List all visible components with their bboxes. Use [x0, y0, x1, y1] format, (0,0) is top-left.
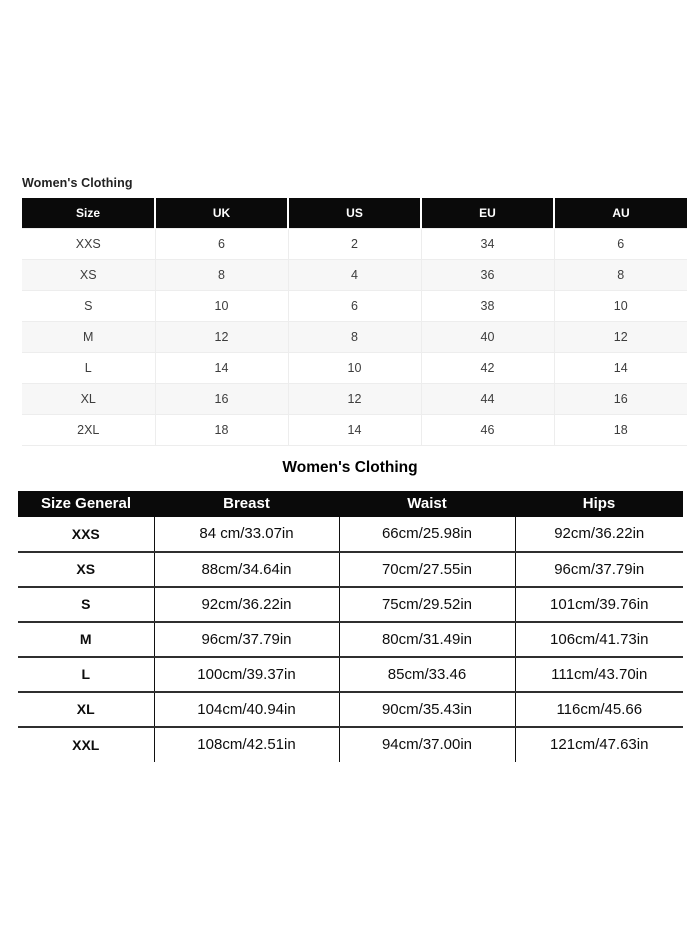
value-cell: 88cm/34.64in: [154, 552, 339, 587]
table-row: [22, 228, 687, 259]
size-cell: XS: [22, 259, 155, 290]
value-cell: 2: [288, 228, 421, 259]
column-header: Hips: [515, 491, 683, 517]
column-header: Breast: [154, 491, 339, 517]
value-cell: 8: [155, 259, 288, 290]
value-cell: 121cm/47.63in: [515, 727, 683, 762]
value-cell: 40: [421, 321, 554, 352]
table-row: [18, 587, 683, 622]
size-cell: 2XL: [22, 414, 155, 445]
table-row: [22, 321, 687, 352]
value-cell: 18: [155, 414, 288, 445]
table-row: [22, 259, 687, 290]
value-cell: 96cm/37.79in: [154, 622, 339, 657]
column-header: Size: [22, 198, 155, 228]
table-row: [18, 692, 683, 727]
value-cell: 46: [421, 414, 554, 445]
value-cell: 75cm/29.52in: [339, 587, 515, 622]
value-cell: 85cm/33.46: [339, 657, 515, 692]
size-cell: M: [18, 622, 154, 657]
table-row: [22, 352, 687, 383]
value-cell: 42: [421, 352, 554, 383]
value-cell: 10: [554, 290, 687, 321]
size-cell: XXL: [18, 727, 154, 762]
column-header: US: [288, 198, 421, 228]
size-cell: S: [22, 290, 155, 321]
size-cell: M: [22, 321, 155, 352]
size-cell: L: [18, 657, 154, 692]
value-cell: 94cm/37.00in: [339, 727, 515, 762]
value-cell: 8: [288, 321, 421, 352]
measurement-table-header: [18, 491, 683, 517]
header-row: [18, 491, 683, 517]
measurement-table-title: Women's Clothing: [282, 458, 418, 476]
value-cell: 92cm/36.22in: [515, 517, 683, 552]
table-row: [22, 383, 687, 414]
value-cell: 12: [554, 321, 687, 352]
value-cell: 106cm/41.73in: [515, 622, 683, 657]
size-cell: XL: [22, 383, 155, 414]
value-cell: 111cm/43.70in: [515, 657, 683, 692]
value-cell: 34: [421, 228, 554, 259]
value-cell: 12: [288, 383, 421, 414]
value-cell: 84 cm/33.07in: [154, 517, 339, 552]
value-cell: 66cm/25.98in: [339, 517, 515, 552]
size-cell: XXS: [18, 517, 154, 552]
table-row: [18, 657, 683, 692]
value-cell: 4: [288, 259, 421, 290]
value-cell: 44: [421, 383, 554, 414]
size-cell: L: [22, 352, 155, 383]
column-header: Size General: [18, 491, 154, 517]
value-cell: 10: [288, 352, 421, 383]
value-cell: 14: [288, 414, 421, 445]
value-cell: 70cm/27.55in: [339, 552, 515, 587]
value-cell: 96cm/37.79in: [515, 552, 683, 587]
value-cell: 6: [288, 290, 421, 321]
table-row: [18, 552, 683, 587]
table-row: [22, 290, 687, 321]
value-cell: 80cm/31.49in: [339, 622, 515, 657]
size-cell: XL: [18, 692, 154, 727]
table-row: [18, 727, 683, 762]
international-table-label: Women's Clothing: [22, 176, 133, 190]
table-row: [18, 622, 683, 657]
table-row: [18, 517, 683, 552]
value-cell: 92cm/36.22in: [154, 587, 339, 622]
value-cell: 104cm/40.94in: [154, 692, 339, 727]
value-cell: 6: [155, 228, 288, 259]
column-header: Waist: [339, 491, 515, 517]
size-cell: XXS: [22, 228, 155, 259]
column-header: UK: [155, 198, 288, 228]
value-cell: 116cm/45.66: [515, 692, 683, 727]
measurement-table-body: [18, 517, 683, 762]
value-cell: 100cm/39.37in: [154, 657, 339, 692]
value-cell: 36: [421, 259, 554, 290]
international-size-table: [22, 198, 687, 446]
value-cell: 108cm/42.51in: [154, 727, 339, 762]
value-cell: 8: [554, 259, 687, 290]
international-table-header: [22, 198, 687, 228]
value-cell: 10: [155, 290, 288, 321]
value-cell: 16: [155, 383, 288, 414]
value-cell: 90cm/35.43in: [339, 692, 515, 727]
size-cell: XS: [18, 552, 154, 587]
value-cell: 18: [554, 414, 687, 445]
table-row: [22, 414, 687, 445]
header-row: [22, 198, 687, 228]
column-header: AU: [554, 198, 687, 228]
value-cell: 14: [554, 352, 687, 383]
international-table-body: [22, 228, 687, 445]
value-cell: 12: [155, 321, 288, 352]
value-cell: 101cm/39.76in: [515, 587, 683, 622]
value-cell: 16: [554, 383, 687, 414]
value-cell: 14: [155, 352, 288, 383]
size-cell: S: [18, 587, 154, 622]
column-header: EU: [421, 198, 554, 228]
value-cell: 6: [554, 228, 687, 259]
measurement-table: [18, 491, 683, 762]
value-cell: 38: [421, 290, 554, 321]
